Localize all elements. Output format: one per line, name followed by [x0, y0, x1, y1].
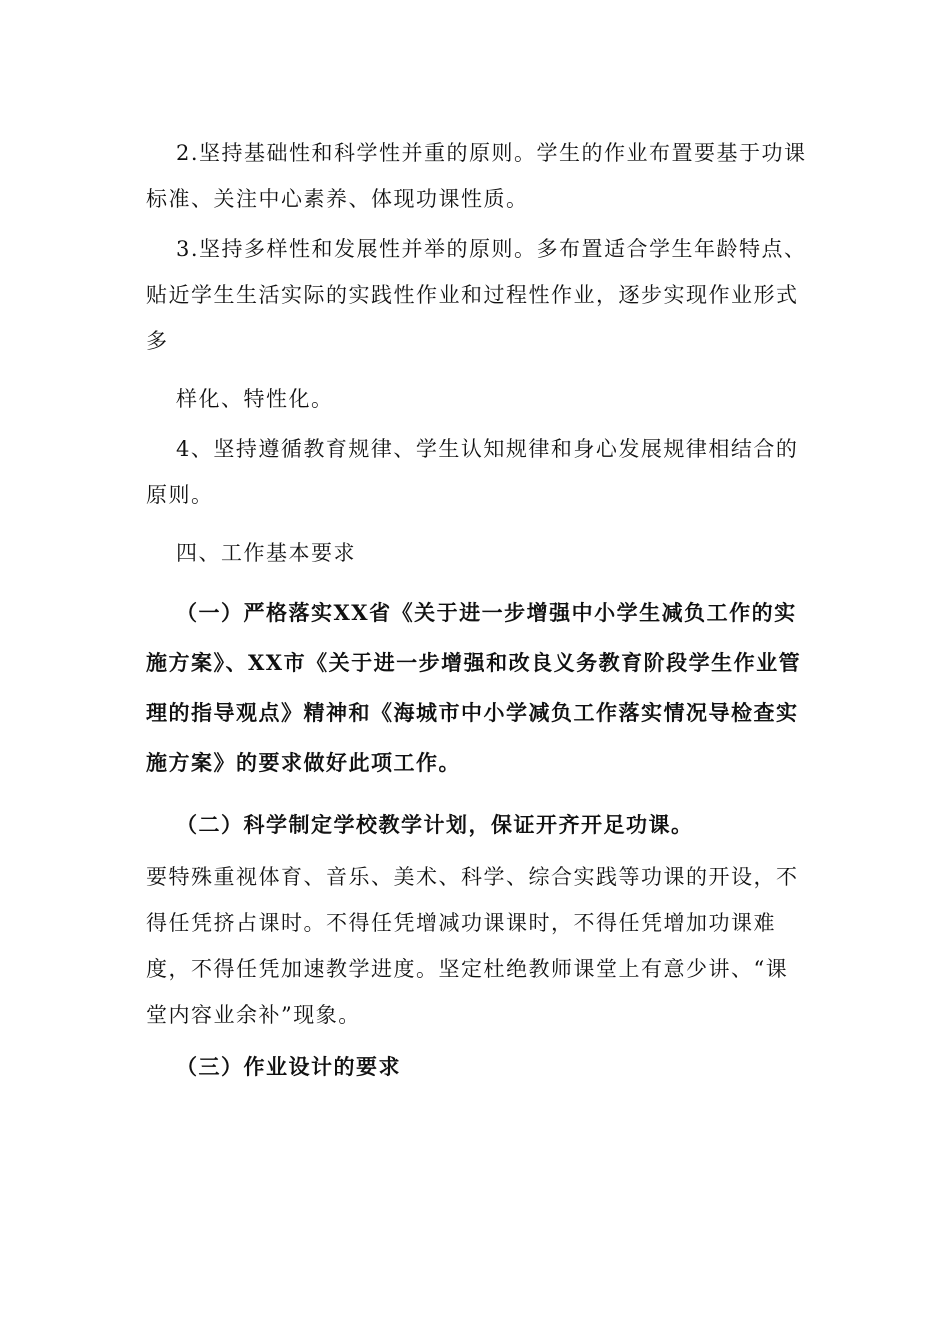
requirement-2-heading: （二）科学制定学校教学计划，保证开齐开足功课。	[176, 812, 694, 837]
document-body	[146, 130, 808, 1092]
principle-4-paragraph: 4、坚持遵循教育规律、学生认知规律和身心发展规律相结合的原则。	[146, 437, 799, 507]
requirement-3-heading: （三）作业设计的要求	[176, 1054, 401, 1079]
principle-3-paragraph: 3.坚持多样性和发展性并举的原则。多布置适合学生年龄特点、贴近学生生活实际的实践性作业和过程性作业，逐步实现作业形式多	[146, 237, 807, 353]
requirement-2-body: 要特殊重视体育、音乐、美术、科学、综合实践等功课的开设，不得任凭挤占课时。不得任凭增减功课课时，不得任凭增加功课难度，不得任凭加速教学进度。坚定杜绝教师课堂上有意少讲、“课堂内容业余补”现象。	[146, 865, 799, 1027]
section-heading-4: 四、工作基本要求	[176, 541, 356, 565]
principle-2-paragraph: 2.坚持基础性和科学性并重的原则。学生的作业布置要基于功课标准、关注中心素养、体现功课性质。	[146, 141, 807, 211]
requirement-1-paragraph: （一）严格落实XX省《关于进一步增强中小学生减负工作的实施方案》、XX市《关于进一步增强和改良义务教育阶段学生作业管理的指导观点》精神和《海城市中小学减负工作落实情况导检查实施方案》的要求做好此项工作。	[146, 600, 802, 775]
principle-3-continuation: 样化、特性化。	[176, 387, 334, 411]
